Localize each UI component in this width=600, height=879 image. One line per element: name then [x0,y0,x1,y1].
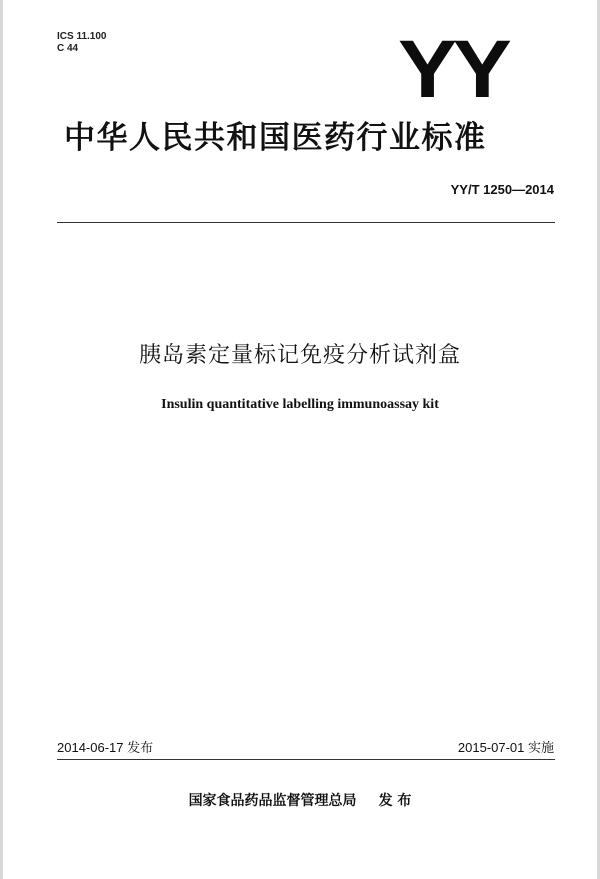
ccs-code: C 44 [57,43,79,54]
page-edge-left [0,0,3,879]
issue-date: 2014-06-17 发布 [57,740,154,755]
footer-divider [57,759,555,760]
standard-type-title: 中华人民共和国医药行业标准 [64,120,487,156]
standard-number: YY/T 1250—2014 [450,182,554,197]
publisher-line [0,791,600,811]
document-title-english: Insulin quantitative labelling immunoassay kit [161,397,439,412]
standard-logo: YY [398,24,508,115]
document-title-chinese: 胰岛素定量标记免疫分析试剂盒 [138,343,461,368]
implementation-date: 2015-07-01 实施 [457,740,554,755]
ics-code: ICS 11.100 [57,31,107,42]
classification-codes [57,31,106,55]
publisher-name: 国家食品药品监督管理总局 [188,793,357,809]
publish-label: 发 布 [378,793,412,809]
header-divider [57,222,555,223]
